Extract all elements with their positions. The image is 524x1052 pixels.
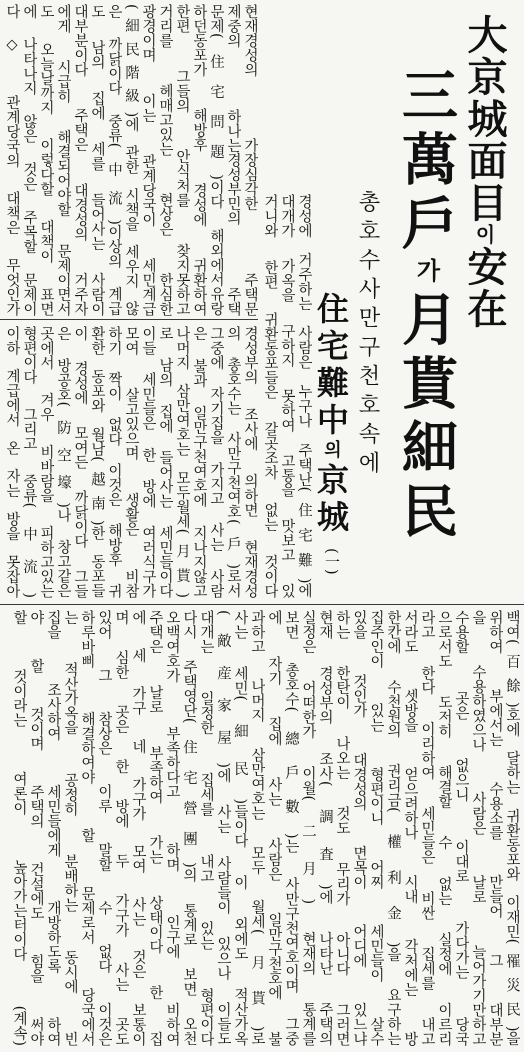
article-column: 있을 것인가 대경성의 면목이 어디에 있느냐 [351, 610, 367, 1046]
article-column: 대개는 일정한 집세를 내고 있는 형편이다 [198, 610, 214, 1046]
article-column: 하던동포가 해방후 경성에 귀환하여 [191, 4, 207, 316]
article-column: 도 남의 집에 세를 들어사는 사람이 [89, 4, 105, 316]
article-column: 주택은 날로 부족하여 가는 상태이다 한 집 [147, 610, 163, 1046]
article-column: 거리를 헤매고있는 현상은 한심한 [157, 4, 173, 316]
article-column: 야 할 것이며 주택의 건설에도 힘을 써야 [28, 610, 44, 1046]
article-column: 에 세 가구 네 가구가 모여 사는 것은 보통이 [130, 610, 146, 1046]
headline-secondary-end: 月貰細民 [393, 290, 459, 546]
article-column: 는 적산가옥을 공정히 분배하는 동시에 빈 [62, 610, 78, 1046]
article-column: 에 자기 집에 사는 사람은 일만구천호에 불 [266, 610, 282, 1046]
series-title-text: 住宅難中 [312, 292, 350, 440]
article-column: 하기 짝이 없다 이것은 해방후 귀 [106, 326, 122, 598]
article-column: 한칸에 수천원의 권리금(權利金)을 요구하는 [385, 610, 401, 1046]
article-column: 할 것이라는 여론이 높아가는터이다 (계속) [11, 610, 27, 1046]
series-number: (一) [323, 548, 341, 575]
article-column: 하는 한탄이 나오는 것도 무리가 아니다 그러면 [334, 610, 350, 1046]
article-column: 그중에 자기집을 가지고 사는 사람 [208, 326, 224, 598]
article-column: 대부분이다 주택은 대경성의 거주자 [72, 4, 88, 316]
headline-secondary-text: 三萬戶 [393, 66, 459, 258]
article-column: 이하 계급에서 온 자는 방을 못잡아 [4, 326, 20, 598]
headline-secondary [392, 66, 460, 546]
article-column: 에 나타나지 않은 것은 주목할 문제이 [21, 4, 37, 316]
article-column: 한편 그들의 안식처를 찾지못하고 [174, 4, 190, 316]
article-column: 의 총호수는 사만구천여호(戶)로서 [225, 326, 241, 598]
article-column: 있어 그 참상은 이루 말할 수 없다 이것은 [96, 610, 112, 1046]
article-column: 거니와 한편 귀환동포들은 갈곳조차 없는 것이다 [262, 194, 278, 598]
article-column: 집주인이 있는 형편이니 어찌 세민들이 살수 [368, 610, 384, 1046]
article-column: 모여 살고있으며 생활은 비참 [123, 326, 139, 598]
article-column: 위하여 부에서는 수용소를 만들어 그 대부분 [487, 610, 503, 1046]
article-column: 제중의 하나는경성부민의 주택 [225, 4, 241, 316]
article-column: 형편이다 그리고 중류(中流) [21, 326, 37, 598]
article-column: 환한 동포와 월남(越南)한 동포들 [89, 326, 105, 598]
headline-particle: 이 [472, 224, 496, 246]
article-column: 도 오늘날까지 이렇다할 대책이 표면 [38, 4, 54, 316]
subheadline: 총호수사만구천호속에 [355, 190, 380, 480]
article-column: (細民階級)에 관한 시책을 세우지 않 [123, 4, 139, 316]
article-column: 다◇ 관계당국의 대책은 무엇인가 [4, 4, 20, 316]
headline-particle: 가 [412, 258, 441, 290]
article-column: 을 수용하였으나 사람은 날로 늘어가기만하고 [470, 610, 486, 1046]
article-column: 대개가 가옥을 구하지 못하여 고통을 맛보고 있 [279, 194, 295, 598]
article-column: 이들 세민들은 한 방에 여러식구가 [140, 326, 156, 598]
article-column: 이 경성에 모여든 까닭이다 그들 [72, 326, 88, 598]
article-block-middle-left [2, 326, 258, 598]
article-column: 오백여호가 부족하다고 하며 인구에 비하여 [164, 610, 180, 1046]
article-column: 수용할 곳은 없으니 이대로 가다가는 당국 [453, 610, 469, 1046]
series-title [311, 292, 351, 537]
article-column: 으로서도 도저히 해결할 수 없는 실정에 이르리 [436, 610, 452, 1046]
article-column: 하루바삐 해결하여야 할 문제로서 당국에서 [79, 610, 95, 1046]
article-column: 서라도 셋방을 얻으려하나 시내 각처에는 방 [402, 610, 418, 1046]
article-block-upper-middle [260, 194, 312, 598]
article-column: 은 까닭이다 중류(中流)이상의 계급 [106, 4, 122, 316]
series-title-particle: 의 [321, 440, 342, 463]
divider [0, 604, 524, 605]
article-column: 나머지 삼만여호는 모두월세(月貰) [174, 326, 190, 598]
divider [0, 319, 258, 320]
article-column: 실정은 어떠한가 이월(二月) 현재의 통계를 [300, 610, 316, 1046]
article-block-lower [4, 610, 520, 1046]
headline-main-end: 安在 [461, 246, 508, 330]
article-column: 경성에 거주하는 사람은 누구나 주택난(住宅難)에 [296, 194, 312, 598]
article-column: 경성부의 조사에 의하면 현재경성 [242, 326, 258, 598]
headline-main-text: 大京城面目 [461, 14, 508, 224]
article-column: 보면 총호수(總戶數)는 사만구천여호이며 그중 [283, 610, 299, 1046]
article-column: 문제(住宅問題)이다 해외에서유랑 [208, 4, 224, 316]
article-column: 며 심한 곳은 한 방에 두 가구가 사는 곳도 [113, 610, 129, 1046]
article-column: 집을 조사하여 세민들에게 개방하도록 하여 [45, 610, 61, 1046]
article-column: 곳에서 겨우 비바람을 피하고있는 [38, 326, 54, 598]
headline-main [456, 14, 512, 330]
article-column: 광경이며 이는 관계당국이 세민계급 [140, 4, 156, 316]
article-column: (敵産家屋)에 사는 사람들이 있으나 이들도 [215, 610, 231, 1046]
article-column: 다시 주택영단(住宅營團)의 통계로 보면 오천 [181, 610, 197, 1046]
article-block-top-left [2, 4, 258, 316]
article-column: 로 남의 집에 들어사는 세민들이다 [157, 326, 173, 598]
article-column: 은 방공호(防空壕)나 창고같은 [55, 326, 71, 598]
article-column: 사는 세민(細民)들이다 이 외에도 적산가옥 [232, 610, 248, 1046]
series-title-end: 京城 [312, 463, 350, 537]
article-column: 에게 시급히 해결되어야할 문제이면서 [55, 4, 71, 316]
article-column: 은 불과 일만구천여호에 지나지않고 [191, 326, 207, 598]
article-column: 현재경성의 가장심각한 주택문 [242, 4, 258, 316]
article-column: 라고 한다 이리하여 세민들은 비싼 집세를 내고 [419, 610, 435, 1046]
article-column: 현재 경성부의 조사(調査)에 나타난 주택의 [317, 610, 333, 1046]
article-column: 과하고 나머지 삼만여호는 모두 월세(月貰)로 [249, 610, 265, 1046]
article-column: 백여(百餘)호에 달하는 귀환동포와 이재민(罹災民)을 [504, 610, 520, 1046]
